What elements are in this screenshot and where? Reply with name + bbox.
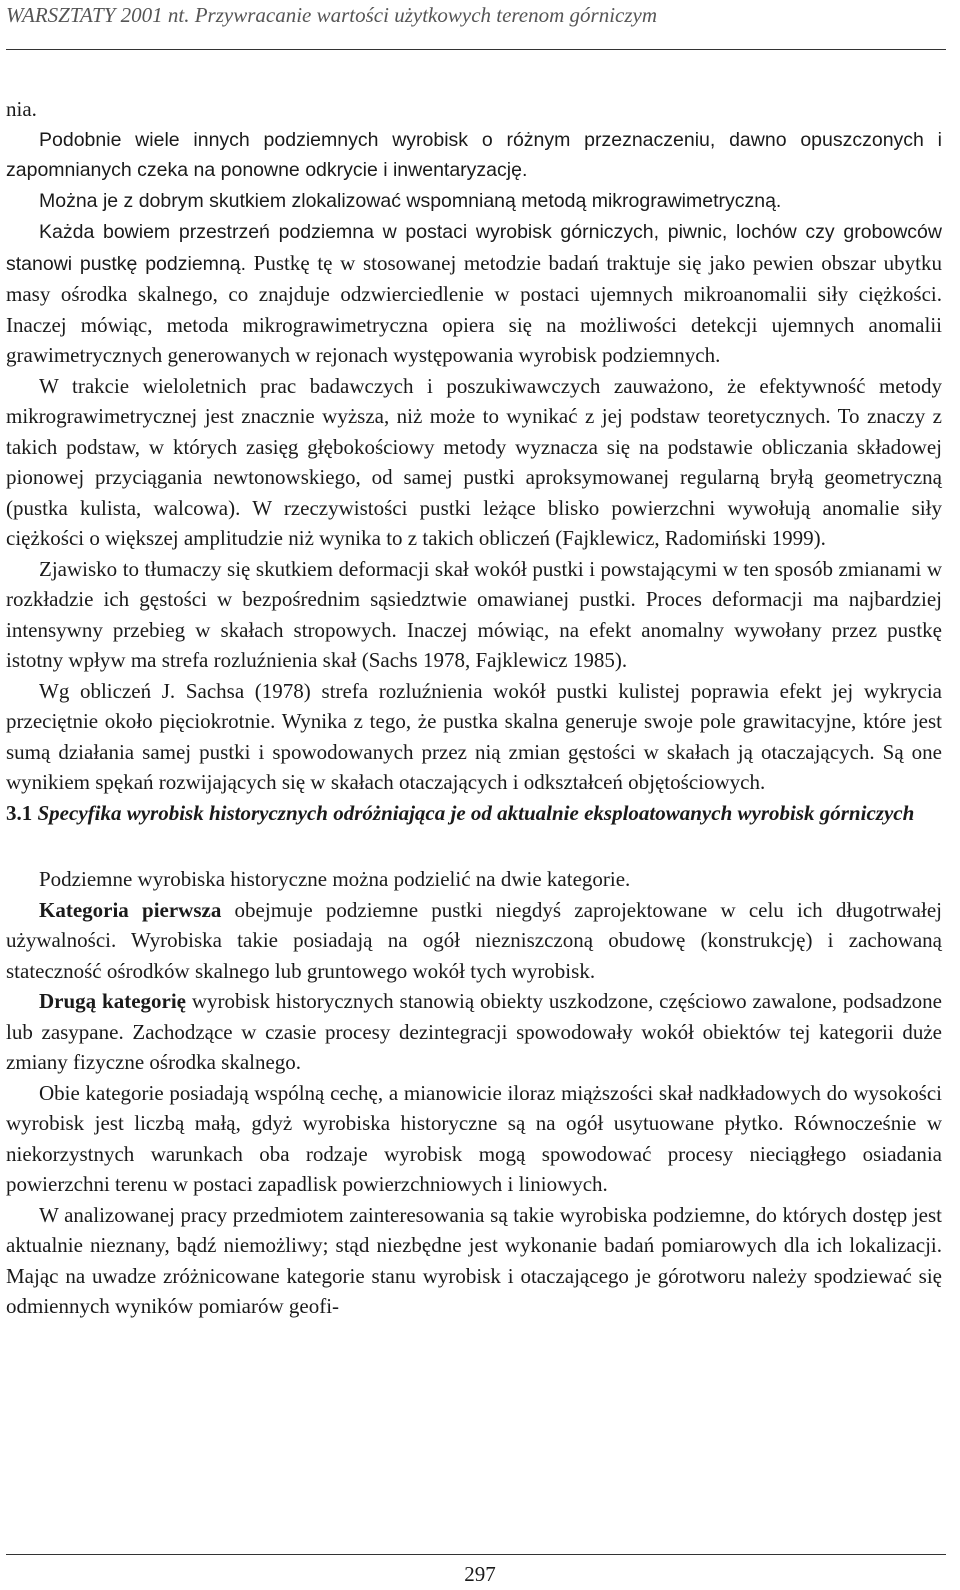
section-title: Specyfika wyrobisk historycznych odróżniająca je od aktualnie eksploatowanych wyrobisk górniczych [37,800,915,825]
page-number: 297 [464,1562,496,1586]
paragraph-text: wyrobisk historycznych stanowią obiekty uszkodzone, częściowo zawalone, podsadzone lub zasypane. Zachodzące w czasie procesy dezintegracji spowodowały wokół obiektów tej kategorii duże zmiany fizyczne ośrodka skalnego. [6,989,942,1074]
paragraph: Można je z dobrym skutkiem zlokalizować wspomnianą metodą mikrograwimetryczną. [39,189,782,212]
header-rule [6,49,946,50]
paragraph: W analizowanej pracy przedmiotem zainteresowania są takie wyrobiska podziemne, do których dostęp jest aktualnie nieznany, bądź niemożliwy; stąd niezbędne jest wykonanie badań pomiarowych dla ich lokalizacji. Mając na uwadze zróżnicowane kategorie stanu wyrobisk i otaczającego je górotworu należy spodziewać się odmiennych wyników pomiarów geofi- [6,1202,942,1318]
footer-rule [6,1554,946,1555]
bold-term: Drugą kategorię [39,989,186,1013]
paragraph-sans-part: Każda bowiem przestrzeń podziemna w postaci wyrobisk górniczych, piwnic, lochów czy grobowców stanowi pustkę podziemną. [6,221,942,275]
paragraph-continuation: nia. [6,97,37,121]
running-header: WARSZTATY 2001 nt. Przywracanie wartości użytkowych terenom górniczym [6,3,658,27]
paragraph: Wg obliczeń J. Sachsa (1978) strefa rozluźnienia wokół pustki kulistej poprawia efekt jej wykrycia przeciętnie około pięciokrotnie. Wynika z tego, że pustka skalna generuje swoje pole grawitacyjne, które jest sumą działania samej pustki i spowodowanych przez nią zmian gęstości w skałach ją otaczających. Są one wynikiem spękań rozwijających się w skałach otaczających i odkształceń objętościowych. [6,678,942,794]
paragraph [6,895,942,987]
paragraph: W trakcie wieloletnich prac badawczych i poszukiwawczych zauważono, że efektywność metody mikrograwimetrycznej jest znacznie wyższa, niż może to wynikać z jej podstaw teoretycznych. To znaczy z takich podstaw, w których zasięg głębokościowy metody wyznacza się na podstawie obliczania składowej pionowej przyciągania newtonowskiego, od samej pustki aproksymowanej regularną bryłą geometryczną (pustka kulista, walcowa). W rzeczywistości pustki leżące blisko powierzchni wywołują anomalie siły ciężkości o większej amplitudzie niż wynika to z takich obliczeń (Fajklewicz, Radomiński 1999). [6,373,942,550]
paragraph: Zjawisko to tłumaczy się skutkiem deformacji skał wokół pustki i powstającymi w ten sposób zmianami w rozkładzie ich gęstości w bezpośrednim sąsiedztwie omawianej pustki. Proces deformacji ma najbardziej intensywny przebieg w skałach stropowych. Inaczej mówiąc, na efekt anomalny wywołany przez pustkę istotny wpływ ma strefa rozluźnienia skał (Sachs 1978, Fajklewicz 1985). [6,556,942,672]
paragraph-serif-part: Pustkę tę w stosowanej metodzie badań traktuje się jako pewien obszar ubytku masy ośrodka skalnego, co znajduje odzwierciedlenie w postaci ujemnych mikroanomalii siły ciężkości. Inaczej mówiąc, metoda mikrograwimetryczna opiera się na możliwości detekcji ujemnych anomalii grawimetrycznych generowanych w rejonach występowania wyrobisk podziemnych. [6,250,942,367]
paragraph: Podziemne wyrobiska historyczne można podzielić na dwie kategorie. [39,867,631,891]
paragraph-text: obejmuje podziemne pustki niegdyś zaprojektowane w celu ich długotrwałej używalności. Wyrobiska takie posiadają na ogół niezniszczoną obudowę (konstrukcję) i zachowaną stateczność ośrodków skalnego lub gruntowego wokół tych wyrobisk. [6,897,942,983]
paragraph [6,986,942,1078]
paragraph: Podobnie wiele innych podziemnych wyrobisk o różnym przeznaczeniu, dawno opuszczonych i zapomnianych czeka na ponowne odkrycie i inwentaryzację. [6,128,942,181]
bold-term: Kategoria pierwsza [39,897,222,922]
paragraph: Obie kategorie posiadają wspólną cechę, a mianowicie iloraz miąższości skał nadkładowych do wysokości wyrobisk jest liczbą małą, gdyż wyrobiska historyczne są na ogół usytuowane płytko. Równocześnie w niekorzystnych warunkach oba rodzaje wyrobisk mogą spowodować procesy nieciągłego osiadania powierzchni terenu w postaci zapadlisk powierzchniowych i liniowych. [6,1080,942,1196]
section-number: 3.1 [6,800,33,825]
section-heading [6,798,942,829]
paragraph [6,216,942,371]
spacer [6,828,942,864]
page-body [6,94,942,1322]
